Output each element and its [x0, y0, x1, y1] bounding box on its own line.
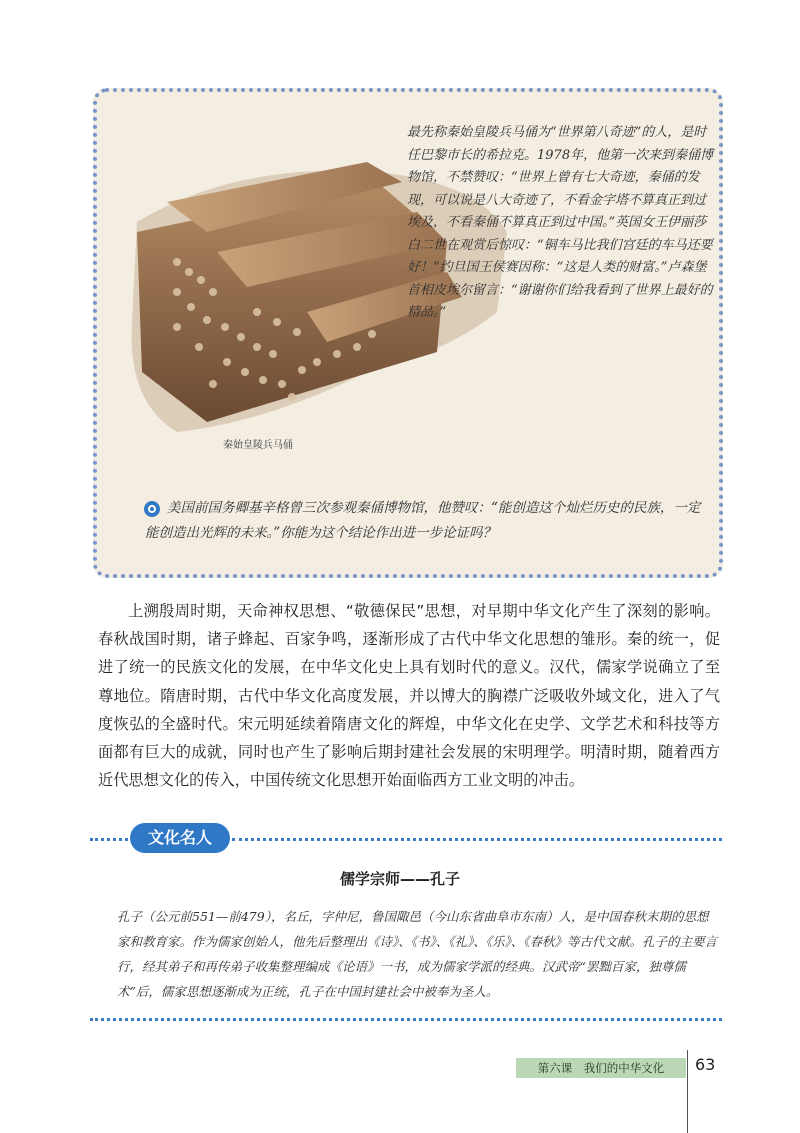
section-divider-right	[232, 838, 722, 841]
body-paragraph: 上溯殷周时期，天命神权思想、“敬德保民”思想，对早期中华文化产生了深刻的影响。春秋战国时期，诸子蜂起、百家争鸣，逐渐形成了古代中华文化思想的雏形。秦的统一，促进了统一的民族文化的发展，在中华文化史上具有划时代的意义。汉代，儒家学说确立了至尊地位。隋唐时期，古代中华文化高度发展，并以博大的胸襟广泛吸收外域文化，进入了气度恢弘的全盛时代。宋元明延续着隋唐文化的辉煌，中华文化在史学、文学艺术和科技等方面都有巨大的成就，同时也产生了影响后期封建社会发展的宋明理学。明清时期，随着西方近代思想文化的传入，中国传统文化思想开始面临西方工业文明的冲击。	[98, 602, 720, 790]
section-divider-left	[90, 838, 128, 841]
sidebar-box	[93, 88, 723, 578]
discussion-question: 美国前国务卿基辛格曾三次参观秦俑博物馆，他赞叹：“能创造这个灿烂历史的民族，一定能创造出光辉的未来。”你能为这个结论作出进一步论证吗？	[145, 500, 701, 541]
footer-rule	[687, 1050, 688, 1133]
section-divider-bottom	[90, 1018, 722, 1021]
lesson-title: 第六课 我们的中华文化	[516, 1058, 686, 1078]
confucius-bio: 孔子（公元前551—前479），名丘，字仲尼，鲁国陬邑（今山东省曲阜市东南）人，是中国春秋末期的思想家和教育家。作为儒家创始人，他先后整理出《诗》、《书》、《礼》、《乐》、《春秋》等古代文献。孔子的主要言行，经其弟子和再传弟子收集整理编成《论语》一书，成为儒家学派的经典。汉武帝“罢黜百家，独尊儒术”后，儒家思想逐渐成为正统，孔子在中国封建社会中被奉为圣人。	[117, 909, 718, 999]
photo-caption: 秦始皇陵兵马俑	[223, 440, 293, 451]
section-label: 文化名人	[130, 823, 230, 853]
quote-text: 最先称秦始皇陵兵马俑为“世界第八奇迹”的人，是时任巴黎市长的希拉克。1978年，他第一次来到秦俑博物馆，不禁赞叹：“世界上曾有七大奇迹，秦俑的发现，可以说是八大奇迹了，不看金字塔不算真正到过埃及，不看秦俑不算真正到过中国。”英国女王伊丽莎白二世在观赏后惊叹：“铜车马比我们宫廷的车马还要好！”约旦国王侯赛因称：“这是人类的财富。”卢森堡首相皮埃尔留言：“谢谢你们给我看到了世界上最好的精品。”	[407, 125, 714, 320]
section-subheading: 儒学宗师——孔子	[339, 870, 460, 888]
page-number: 63	[695, 1055, 716, 1074]
